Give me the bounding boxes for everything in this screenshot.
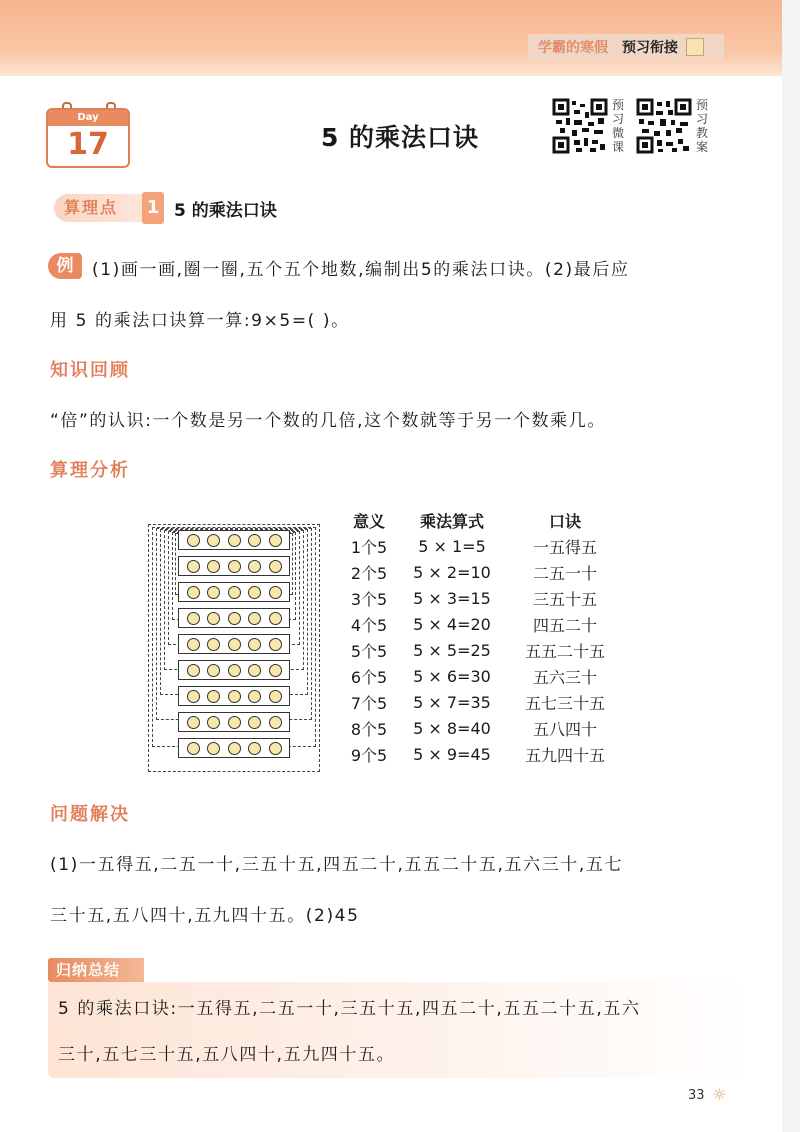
qr-label-lesson-plan: 预习教案: [696, 98, 709, 154]
col-header-rhyme: 口诀: [548, 511, 581, 531]
summary-tag: 归纳总结: [48, 958, 144, 982]
dot-row: [178, 582, 290, 602]
table-row: [340, 559, 624, 585]
review-heading: 知识回顾: [50, 360, 130, 381]
circle-icon: [248, 664, 261, 677]
circle-icon: [187, 716, 200, 729]
circle-icon: [248, 638, 261, 651]
table-row: [340, 611, 624, 637]
cell-rhyme: 三五十五: [532, 589, 597, 609]
section-label: 算理点: [54, 194, 154, 222]
dot-row: [178, 686, 290, 706]
cell-meaning: 6个5: [350, 667, 388, 687]
cell-formula: 5 × 9=45: [413, 744, 491, 764]
circle-icon: [269, 638, 282, 651]
day-number: 17: [67, 127, 109, 162]
page-number: 33: [688, 1088, 705, 1103]
cell-rhyme: 二五一十: [532, 563, 597, 583]
circle-icon: [228, 690, 241, 703]
circle-icon: [187, 690, 200, 703]
table-row: [340, 663, 624, 689]
cell-rhyme: 四五二十: [532, 615, 597, 635]
circle-icon: [228, 586, 241, 599]
dot-row: [178, 738, 290, 758]
circle-icon: [269, 742, 282, 755]
circle-icon: [248, 586, 261, 599]
dot-row: [178, 634, 290, 654]
table-row: [340, 715, 624, 741]
review-text: “倍”的认识:一个数是另一个数的几倍,这个数就等于另一个数乘几。: [50, 411, 606, 431]
analysis-heading: 算理分析: [50, 460, 130, 481]
circle-icon: [248, 560, 261, 573]
circle-icon: [207, 742, 220, 755]
circle-icon: [207, 560, 220, 573]
circle-icon: [248, 690, 261, 703]
dot-row: [178, 556, 290, 576]
circle-icon: [228, 560, 241, 573]
circle-icon: [269, 690, 282, 703]
page-edge: [782, 0, 800, 1132]
circle-icon: [228, 716, 241, 729]
qr-label-micro-lesson: 预习微课: [612, 98, 625, 154]
cell-meaning: 9个5: [350, 745, 388, 765]
circle-icon: [207, 638, 220, 651]
cell-formula: 5 × 3=15: [413, 588, 491, 608]
circle-icon: [269, 664, 282, 677]
section-title: 5 的乘法口诀: [174, 201, 277, 221]
circle-icon: [207, 716, 220, 729]
table-row: [340, 689, 624, 715]
solution-line-2: 三十五,五八四十,五九四十五。(2)45: [50, 906, 360, 926]
solution-line-1: (1)一五得五,二五一十,三五十五,四五二十,五五二十五,五六三十,五七: [50, 855, 624, 875]
dot-row: [178, 712, 290, 732]
circle-icon: [248, 534, 261, 547]
cell-rhyme: 一五得五: [532, 537, 597, 557]
solution-heading: 问题解决: [50, 804, 130, 825]
circle-icon: [207, 534, 220, 547]
circle-icon: [248, 742, 261, 755]
cell-formula: 5 × 7=35: [413, 692, 491, 712]
header-pill: [528, 34, 724, 60]
circle-icon: [228, 638, 241, 651]
col-header-meaning: 意义: [352, 511, 385, 531]
circle-icon: [187, 638, 200, 651]
circle-icon: [207, 612, 220, 625]
cell-meaning: 3个5: [350, 589, 388, 609]
circle-icon: [248, 716, 261, 729]
col-header-formula: 乘法算式: [419, 511, 484, 531]
cell-meaning: 7个5: [350, 693, 388, 713]
cell-formula: 5 × 5=25: [413, 640, 491, 660]
header-left-text: 学霸的寒假: [538, 40, 608, 56]
summary-line-1: 5 的乘法口诀:一五得五,二五一十,三五十五,四五二十,五五二十五,五六: [58, 999, 641, 1019]
table-row: [340, 637, 624, 663]
circle-icon: [187, 560, 200, 573]
circle-icon: [269, 534, 282, 547]
section-number: 1: [142, 192, 164, 224]
circle-icon: [207, 586, 220, 599]
header-right-text: 预习衔接: [622, 40, 678, 56]
cell-rhyme: 五八四十: [532, 719, 597, 739]
circle-icon: [187, 612, 200, 625]
circle-icon: [228, 742, 241, 755]
cell-meaning: 5个5: [350, 641, 388, 661]
circle-icon: [187, 586, 200, 599]
circle-icon: [187, 534, 200, 547]
summary-line-2: 三十,五七三十五,五八四十,五九四十五。: [58, 1045, 396, 1065]
circle-icon: [187, 664, 200, 677]
circle-icon: [269, 560, 282, 573]
circle-icon: [269, 716, 282, 729]
cell-formula: 5 × 1=5: [418, 536, 486, 556]
page-title: 5 的乘法口诀: [320, 123, 480, 152]
cell-formula: 5 × 2=10: [413, 562, 491, 582]
multiplication-table: [340, 507, 624, 767]
cell-formula: 5 × 6=30: [413, 666, 491, 686]
example-badge: 例: [48, 253, 82, 279]
table-header-row: [340, 507, 624, 533]
dot-row: [178, 660, 290, 680]
cell-meaning: 2个5: [350, 563, 388, 583]
example-line-1: (1)画一画,圈一圈,五个五个地数,编制出5的乘法口诀。(2)最后应: [92, 260, 630, 280]
dot-row: [178, 530, 290, 550]
table-row: [340, 741, 624, 767]
cell-rhyme: 五七三十五: [524, 693, 605, 713]
circle-icon: [207, 690, 220, 703]
dot-row: [178, 608, 290, 628]
day-label: Day: [48, 110, 128, 126]
cell-meaning: 4个5: [350, 615, 388, 635]
cell-meaning: 8个5: [350, 719, 388, 739]
circle-icon: [207, 664, 220, 677]
circle-icon: [269, 586, 282, 599]
cell-formula: 5 × 4=20: [413, 614, 491, 634]
bookmark-icon: [686, 38, 704, 56]
cell-rhyme: 五五二十五: [524, 641, 605, 661]
qr-code-icon[interactable]: [552, 98, 608, 154]
example-line-2: 用 5 的乘法口诀算一算:9×5=( )。: [50, 311, 350, 331]
circle-icon: [187, 742, 200, 755]
grouping-diagram: [148, 524, 320, 774]
circle-icon: [228, 664, 241, 677]
circle-icon: [228, 534, 241, 547]
circle-icon: [228, 612, 241, 625]
sun-icon: ☼: [712, 1085, 727, 1104]
circle-icon: [269, 612, 282, 625]
cell-meaning: 1个5: [350, 537, 388, 557]
cell-formula: 5 × 8=40: [413, 718, 491, 738]
table-row: [340, 585, 624, 611]
circle-icon: [248, 612, 261, 625]
qr-code-icon[interactable]: [636, 98, 692, 154]
cell-rhyme: 五九四十五: [524, 745, 605, 765]
table-row: [340, 533, 624, 559]
cell-rhyme: 五六三十: [532, 667, 597, 687]
